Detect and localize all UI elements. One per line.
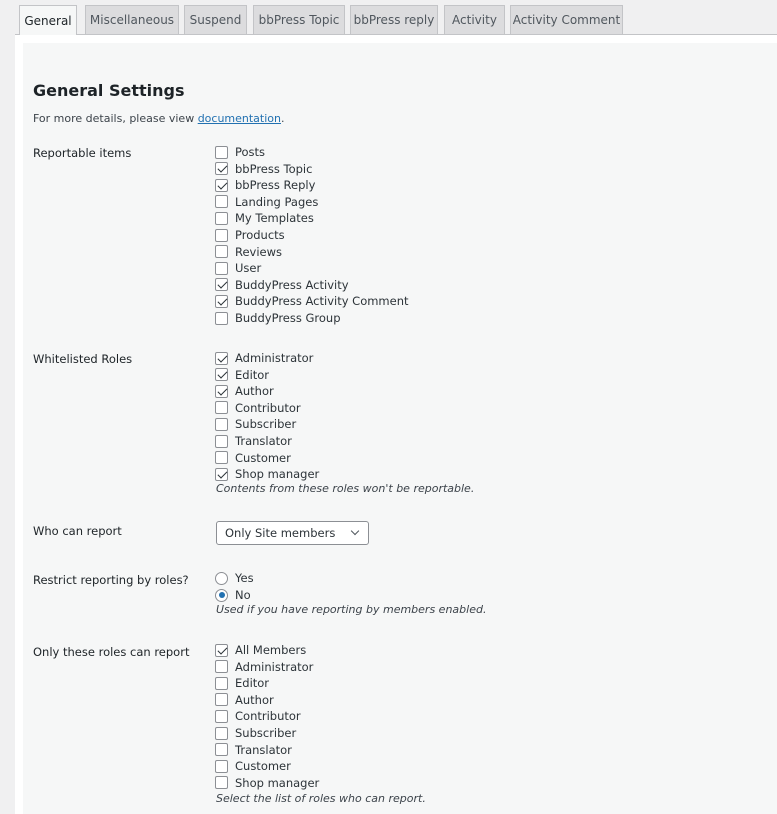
reportable-checkbox-posts[interactable]: [215, 146, 228, 159]
whitelisted-checkbox-author[interactable]: [215, 385, 228, 398]
whitelisted-checkbox-subscriber[interactable]: [215, 418, 228, 431]
reportable-option-buddypress-activity[interactable]: [215, 277, 349, 293]
only-roles-checkbox-subscriber[interactable]: [215, 727, 228, 740]
only-roles-checkbox-contributor[interactable]: [215, 710, 228, 723]
whitelisted-checkbox-translator[interactable]: [215, 435, 228, 448]
reportable-option-buddypress-group[interactable]: [215, 310, 341, 326]
only-roles-option-label: All Members: [235, 643, 307, 657]
reportable-option-products[interactable]: [215, 227, 285, 243]
reportable-checkbox-reviews[interactable]: [215, 245, 228, 258]
only-roles-option-contributor[interactable]: [215, 708, 301, 724]
reportable-option-label: BuddyPress Group: [235, 311, 341, 325]
whitelisted-checkbox-administrator[interactable]: [215, 352, 228, 365]
restrict-radio-yes[interactable]: [215, 572, 228, 585]
only-roles-option-translator[interactable]: [215, 742, 292, 758]
reportable-checkbox-user[interactable]: [215, 262, 228, 275]
only-roles-option-administrator[interactable]: [215, 659, 313, 675]
only-roles-checkbox-customer[interactable]: [215, 760, 228, 773]
restrict-reporting-help: Used if you have reporting by members enabled.: [216, 603, 487, 616]
who-can-report-label: Who can report: [33, 524, 122, 538]
whitelisted-option-label: Editor: [235, 367, 270, 382]
tab-miscellaneous[interactable]: Miscellaneous: [85, 5, 179, 35]
whitelisted-option-contributor[interactable]: [215, 400, 301, 416]
reportable-option-my-templates[interactable]: [215, 210, 314, 226]
reportable-checkbox-buddypress-activity[interactable]: [215, 278, 228, 291]
whitelisted-checkbox-contributor[interactable]: [215, 401, 228, 414]
whitelisted-option-label: Shop manager: [235, 467, 320, 482]
reportable-checkbox-landing-pages[interactable]: [215, 195, 228, 208]
reportable-option-label: BuddyPress Activity: [235, 277, 349, 292]
reportable-option-label: User: [235, 261, 262, 276]
restrict-radio-no[interactable]: [215, 589, 228, 602]
only-roles-list: [215, 642, 515, 794]
only-roles-option-shop-manager[interactable]: [215, 775, 319, 791]
reportable-option-label: My Templates: [235, 211, 314, 226]
only-roles-option-label: Author: [235, 692, 274, 707]
restrict-option-yes[interactable]: [215, 570, 254, 586]
only-roles-option-customer[interactable]: [215, 758, 291, 774]
reportable-checkbox-bbpress-reply[interactable]: [215, 179, 228, 192]
reportable-checkbox-buddypress-activity-comment[interactable]: [215, 295, 228, 308]
only-roles-option-editor[interactable]: [215, 675, 269, 691]
whitelisted-option-label: Administrator: [235, 351, 314, 365]
who-can-report-select[interactable]: [216, 521, 369, 545]
reportable-option-buddypress-activity-comment[interactable]: [215, 293, 409, 309]
tab-bbpress-topic[interactable]: bbPress Topic: [253, 5, 345, 35]
only-roles-option-author[interactable]: [215, 692, 274, 708]
whitelisted-checkbox-editor[interactable]: [215, 368, 228, 381]
reportable-checkbox-my-templates[interactable]: [215, 212, 228, 225]
only-roles-option-label: Editor: [235, 676, 270, 691]
reportable-option-label: Reviews: [235, 244, 283, 259]
page-title: General Settings: [33, 81, 185, 100]
tab-activity[interactable]: Activity: [444, 5, 505, 35]
documentation-link[interactable]: documentation: [197, 112, 281, 125]
only-roles-option-all-members[interactable]: [215, 642, 306, 658]
whitelisted-option-customer[interactable]: [215, 450, 291, 466]
reportable-option-user[interactable]: [215, 260, 261, 276]
reportable-option-bbpress-reply[interactable]: [215, 177, 315, 193]
only-roles-option-label: Administrator: [235, 659, 314, 674]
only-roles-checkbox-author[interactable]: [215, 693, 228, 706]
whitelisted-option-editor[interactable]: [215, 367, 269, 383]
whitelisted-option-administrator[interactable]: [215, 350, 313, 366]
reportable-option-label: bbPress Topic: [235, 161, 313, 176]
reportable-items-label: Reportable items: [33, 146, 132, 160]
whitelisted-option-translator[interactable]: [215, 433, 292, 449]
tab-general[interactable]: General: [19, 5, 77, 36]
reportable-checkbox-bbpress-topic[interactable]: [215, 162, 228, 175]
reportable-option-label: Landing Pages: [235, 194, 319, 209]
only-roles-checkbox-administrator[interactable]: [215, 660, 228, 673]
reportable-option-reviews[interactable]: [215, 244, 282, 260]
description-text: For more details, please view: [33, 112, 198, 125]
whitelisted-checkbox-customer[interactable]: [215, 451, 228, 464]
reportable-items-list: [215, 144, 515, 329]
reportable-option-posts[interactable]: [215, 144, 265, 160]
reportable-option-label: Products: [235, 228, 285, 242]
settings-tabs: [15, 5, 777, 35]
only-roles-label: Only these roles can report: [33, 645, 190, 659]
restrict-reporting-options: [215, 570, 515, 604]
whitelisted-option-label: Customer: [235, 450, 291, 465]
only-roles-option-label: Contributor: [235, 709, 301, 724]
reportable-checkbox-products[interactable]: [215, 229, 228, 242]
whitelisted-checkbox-shop-manager[interactable]: [215, 468, 228, 481]
reportable-option-label: bbPress Reply: [235, 178, 316, 193]
tab-activity-comment[interactable]: Activity Comment: [510, 5, 623, 35]
reportable-checkbox-buddypress-group[interactable]: [215, 312, 228, 325]
only-roles-checkbox-translator[interactable]: [215, 743, 228, 756]
only-roles-option-label: Shop manager: [235, 775, 320, 790]
only-roles-option-label: Customer: [235, 759, 291, 774]
restrict-option-label: Yes: [235, 571, 254, 585]
only-roles-option-subscriber[interactable]: [215, 725, 296, 741]
restrict-option-label: No: [235, 588, 251, 602]
reportable-option-label: BuddyPress Activity Comment: [235, 294, 409, 309]
whitelisted-option-author[interactable]: [215, 383, 274, 399]
who-can-report-value: Only Site members: [225, 526, 336, 540]
only-roles-option-label: Subscriber: [235, 726, 297, 740]
reportable-option-bbpress-topic[interactable]: [215, 161, 312, 177]
whitelisted-option-subscriber[interactable]: [215, 416, 296, 432]
description-suffix: .: [281, 112, 285, 125]
whitelisted-option-shop-manager[interactable]: [215, 466, 319, 482]
only-roles-help: Select the list of roles who can report.: [216, 792, 426, 805]
whitelisted-option-label: Subscriber: [235, 417, 297, 432]
page-description: [33, 112, 285, 125]
whitelisted-roles-help: Contents from these roles won't be reportable.: [216, 482, 475, 495]
only-roles-checkbox-editor[interactable]: [215, 677, 228, 690]
whitelisted-option-label: Translator: [235, 434, 292, 448]
whitelisted-roles-list: [215, 350, 515, 485]
whitelisted-roles-label: Whitelisted Roles: [33, 352, 133, 366]
reportable-option-landing-pages[interactable]: [215, 194, 318, 210]
reportable-option-label: Posts: [235, 145, 266, 159]
restrict-option-no[interactable]: [215, 587, 251, 603]
whitelisted-option-label: Contributor: [235, 400, 301, 415]
restrict-reporting-label: Restrict reporting by roles?: [33, 573, 189, 587]
tab-suspend[interactable]: Suspend: [184, 5, 247, 35]
only-roles-checkbox-shop-manager[interactable]: [215, 776, 228, 789]
chevron-down-icon: [351, 527, 359, 535]
only-roles-checkbox-all-members[interactable]: [215, 644, 228, 657]
whitelisted-option-label: Author: [235, 384, 274, 399]
only-roles-option-label: Translator: [235, 742, 292, 757]
tab-bbpress-reply[interactable]: bbPress reply: [350, 5, 438, 35]
